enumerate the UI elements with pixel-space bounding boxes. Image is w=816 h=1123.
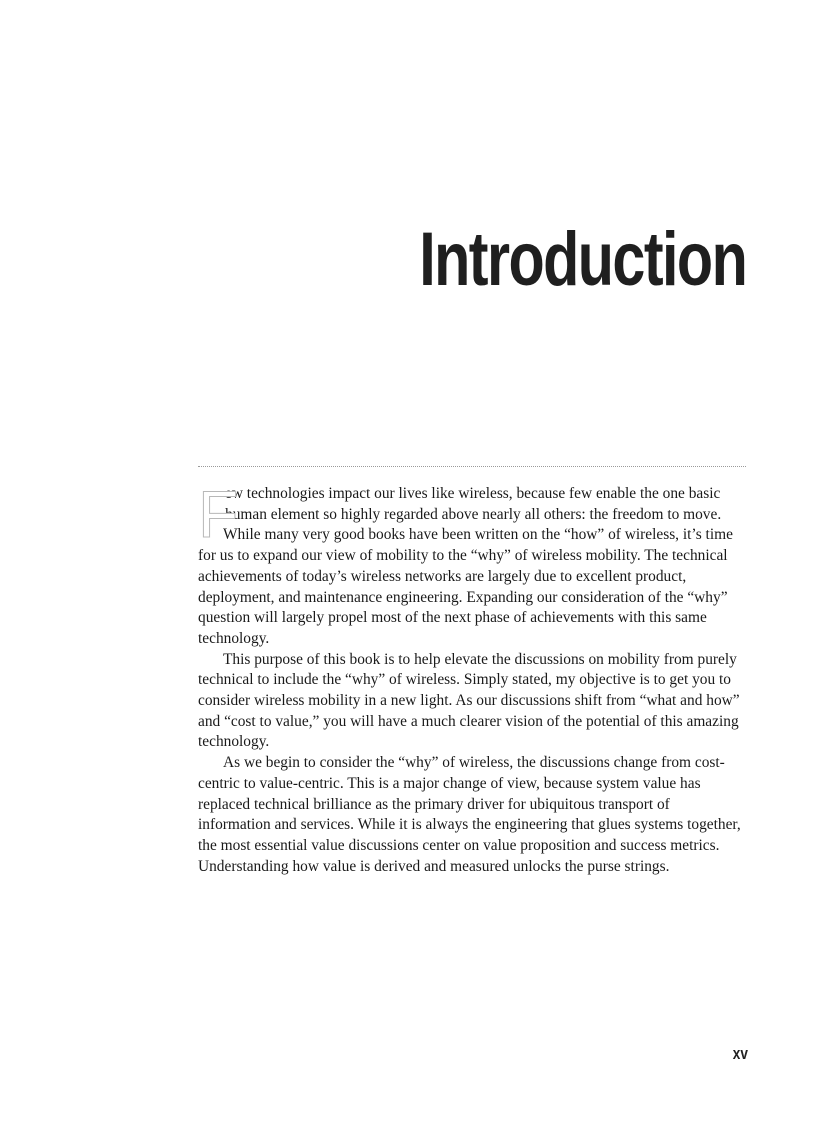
page-number: xv	[732, 1044, 748, 1063]
lead-paragraph	[198, 477, 746, 551]
divider-rule	[198, 466, 746, 467]
drop-cap: F	[198, 477, 239, 551]
lead-paragraph-text: ew technologies impact our lives like wireless, because few enable the one basic human element so highly regarded above nearly all others: the freedom to move.	[225, 485, 722, 523]
body-text	[198, 477, 746, 877]
paragraph: As we begin to consider the “why” of wireless, the discussions change from cost-centric to value-centric. This is a major change of view, because system value has replaced technical brilliance as the primary driver for ubiquitous transport of information and services. While it is always the engineering that glues systems together, the most essential value discussions center on value proposition and success metrics. Understanding how value is derived and measured unlocks the purse strings.	[198, 754, 741, 875]
paragraph: This purpose of this book is to help elevate the discussions on mobility from purely technical to include the “why” of wireless. Simply stated, my objective is to get you to consider wireless mobility in a new light. As our discussions shift from “what and how” and “cost to value,” you will have a much clearer vision of the potential of this amazing technology.	[198, 650, 740, 751]
paragraph: While many very good books have been written on the “how” of wireless, it’s time for us to expand our view of mobility to the “why” of wireless mobility. The technical achievements of today’s wireless networks are largely due to excellent product, deployment, and maintenance engineering. Expanding our consideration of the “why” question will largely propel most of the next phase of achievements with this same technology.	[198, 526, 733, 647]
chapter-title: Introduction	[418, 217, 746, 302]
